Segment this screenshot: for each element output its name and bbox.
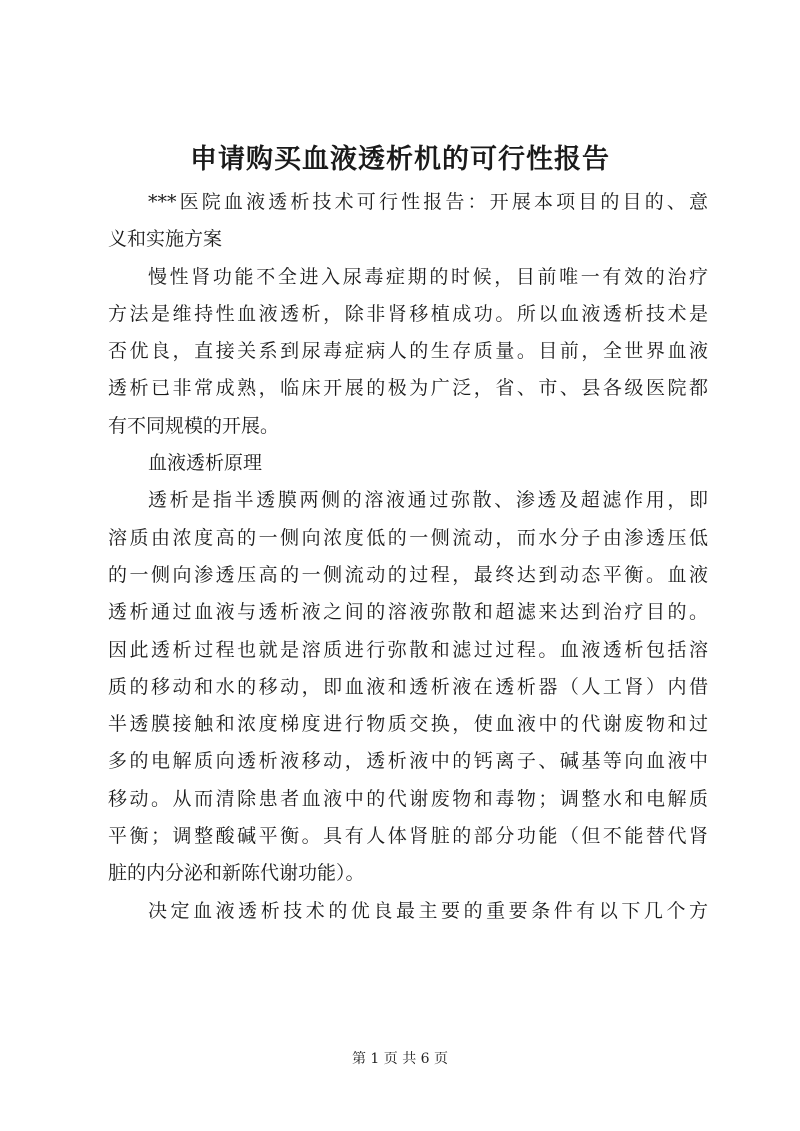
document-title: 申请购买血液透析机的可行性报告 — [190, 144, 610, 175]
text-line: 半透膜接触和浓度梯度进行物质交换，使血液中的代谢废物和过 — [108, 713, 708, 736]
document-body — [108, 184, 708, 930]
section-heading: 血液透析原理 — [148, 452, 263, 475]
text-line: 透析已非常成熟，临床开展的极为广泛，省、市、县各级医院都 — [108, 377, 708, 400]
text-line: 慢性肾功能不全进入尿毒症期的时候，目前唯一有效的治疗 — [148, 265, 708, 288]
text-line: 透析是指半透膜两侧的溶液通过弥散、渗透及超滤作用，即 — [148, 489, 708, 512]
text-line: ***医院血液透析技术可行性报告：开展本项目的目的、意 — [148, 191, 708, 213]
text-line: 否优良，直接关系到尿毒症病人的生存质量。目前，全世界血液 — [108, 340, 708, 363]
text-line: 溶质由浓度高的一侧向浓度低的一侧流动，而水分子由渗透压低 — [108, 526, 708, 549]
text-line: 脏的内分泌和新陈代谢功能）。 — [108, 862, 365, 885]
page-number-footer: 第 1 页 共 6 页 — [351, 1051, 449, 1067]
text-line: 多的电解质向透析液移动，透析液中的钙离子、碱基等向血液中 — [108, 750, 708, 773]
text-line: 移动。从而清除患者血液中的代谢废物和毒物；调整水和电解质 — [108, 787, 708, 810]
text-line: 有不同规模的开展。 — [108, 414, 280, 437]
text-line: 的一侧向渗透压高的一侧流动的过程，最终达到动态平衡。血液 — [108, 563, 708, 586]
text-line: 决定血液透析技术的优良最主要的重要条件有以下几个方 — [148, 899, 708, 922]
text-line: 义和实施方案 — [108, 228, 223, 251]
text-line: 平衡；调整酸碱平衡。具有人体肾脏的部分功能（但不能替代肾 — [108, 825, 708, 848]
text-line: 质的移动和水的移动，即血液和透析液在透析器（人工肾）内借 — [108, 675, 708, 698]
text-line: 因此透析过程也就是溶质进行弥散和滤过过程。血液透析包括溶 — [108, 638, 708, 661]
text-line: 透析通过血液与透析液之间的溶液弥散和超滤来达到治疗目的。 — [108, 601, 708, 624]
text-line: 方法是维持性血液透析，除非肾移植成功。所以血液透析技术是 — [108, 302, 708, 325]
